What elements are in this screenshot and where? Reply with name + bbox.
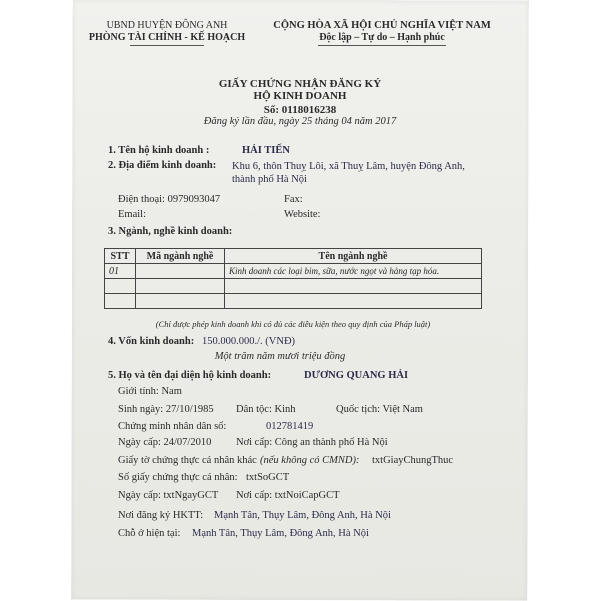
id-issue-place: Nơi cấp: Công an thành phố Hà Nội: [236, 437, 388, 448]
doc-title-line1: GIẤY CHỨNG NHẬN ĐĂNG KÝ: [218, 78, 382, 90]
id-issue-date: Ngày cấp: 24/07/2010: [118, 437, 212, 448]
business-lines-label: 3. Ngành, nghề kinh doanh:: [108, 226, 233, 237]
doc-issue-place: Nơi cấp: txtNoiCapGCT: [236, 490, 340, 501]
dob-field: Sinh ngày: 27/10/1985: [118, 404, 214, 415]
other-doc-label: Giấy tờ chứng thực cá nhân khác: [118, 455, 257, 466]
id-value: 012781419: [266, 421, 314, 432]
id-label: Chứng minh nhân dân số:: [118, 421, 227, 432]
table-header-name: Tên ngành nghề: [225, 249, 482, 264]
table-cell-stt: [105, 279, 136, 294]
issuer-line1: UBND HUYỆN ĐÔNG ANH: [106, 20, 228, 31]
address-line2: thành phố Hà Nội: [232, 174, 307, 185]
gender-field: Giới tính: Nam: [118, 386, 182, 397]
doc-title-line2: HỘ KINH DOANH: [253, 90, 347, 102]
table-cell-stt: [105, 294, 136, 309]
legal-note: (Chỉ được phép kinh doanh khi có đủ các điều kiện theo quy định của Pháp luật): [155, 319, 431, 329]
representative-name: DƯƠNG QUANG HẢI: [304, 370, 409, 381]
current-address-value: Mạnh Tân, Thụy Lâm, Đông Anh, Hà Nội: [192, 528, 369, 539]
residence-value: Mạnh Tân, Thụy Lâm, Đông Anh, Hà Nội: [214, 510, 391, 521]
table-cell-name: Kinh doanh các loại bim, sữa, nước ngọt và hàng tạp hóa.: [225, 264, 482, 279]
fax-field: Fax:: [284, 194, 303, 205]
residence-label: Nơi đăng ký HKTT:: [118, 510, 204, 521]
table-cell-name: [225, 279, 482, 294]
country-line2: Độc lập – Tự do – Hạnh phúc: [319, 32, 445, 43]
nationality-field: Quốc tịch: Việt Nam: [336, 404, 423, 415]
website-field: Website:: [284, 209, 321, 220]
address-line1: Khu 6, thôn Thuỵ Lôi, xã Thuỵ Lâm, huyện Đông Anh,: [232, 161, 465, 172]
table-cell-name: [225, 294, 482, 309]
phone-field: Điện thoại: 0979093047: [118, 194, 221, 205]
other-doc-value: txtGiayChungThuc: [372, 455, 454, 466]
doc-number-label: Số giấy chứng thực cá nhân:: [118, 472, 238, 483]
email-field: Email:: [118, 209, 146, 220]
table-header-code: Mã ngành nghề: [136, 249, 225, 264]
doc-number-value: txtSoGCT: [246, 472, 290, 483]
table-row: [105, 279, 482, 294]
business-lines-table: [104, 248, 482, 309]
capital-in-words: Một trăm năm mươi triệu đồng: [214, 351, 346, 362]
business-location-label: 2. Địa điểm kinh doanh:: [108, 160, 217, 171]
doc-issue-date: Ngày cấp: txtNgayGCT: [118, 490, 219, 501]
table-header-row: [105, 249, 482, 264]
business-name-label: 1. Tên hộ kinh doanh :: [108, 145, 210, 156]
table-row: [105, 294, 482, 309]
table-cell-code: [136, 264, 225, 279]
current-address-label: Chỗ ở hiện tại:: [118, 528, 181, 539]
table-cell-code: [136, 294, 225, 309]
other-doc-note: (nếu không có CMND):: [260, 455, 360, 466]
country-line1: CỘNG HÒA XÃ HỘI CHỦ NGHĨA VIỆT NAM: [273, 20, 491, 31]
representative-label: 5. Họ và tên đại diện hộ kinh doanh:: [108, 370, 272, 381]
capital-label: 4. Vốn kinh doanh:: [108, 336, 195, 347]
business-name-value: HẢI TIẾN: [242, 145, 290, 156]
doc-number: Số: 0118016238: [263, 104, 337, 116]
table-row: [105, 264, 482, 279]
capital-value: 150.000.000./. (VNĐ): [202, 336, 296, 347]
issuer-line2: PHÒNG TÀI CHÍNH - KẾ HOẠCH: [88, 32, 246, 43]
country-underline: [318, 45, 446, 46]
table-header-stt: STT: [105, 249, 136, 264]
table-cell-stt: 01: [105, 264, 136, 279]
ethnicity-field: Dân tộc: Kinh: [236, 404, 296, 415]
registration-date: Đăng ký lần đầu, ngày 25 tháng 04 năm 2017: [203, 116, 397, 127]
table-cell-code: [136, 279, 225, 294]
issuer-underline: [130, 45, 204, 46]
